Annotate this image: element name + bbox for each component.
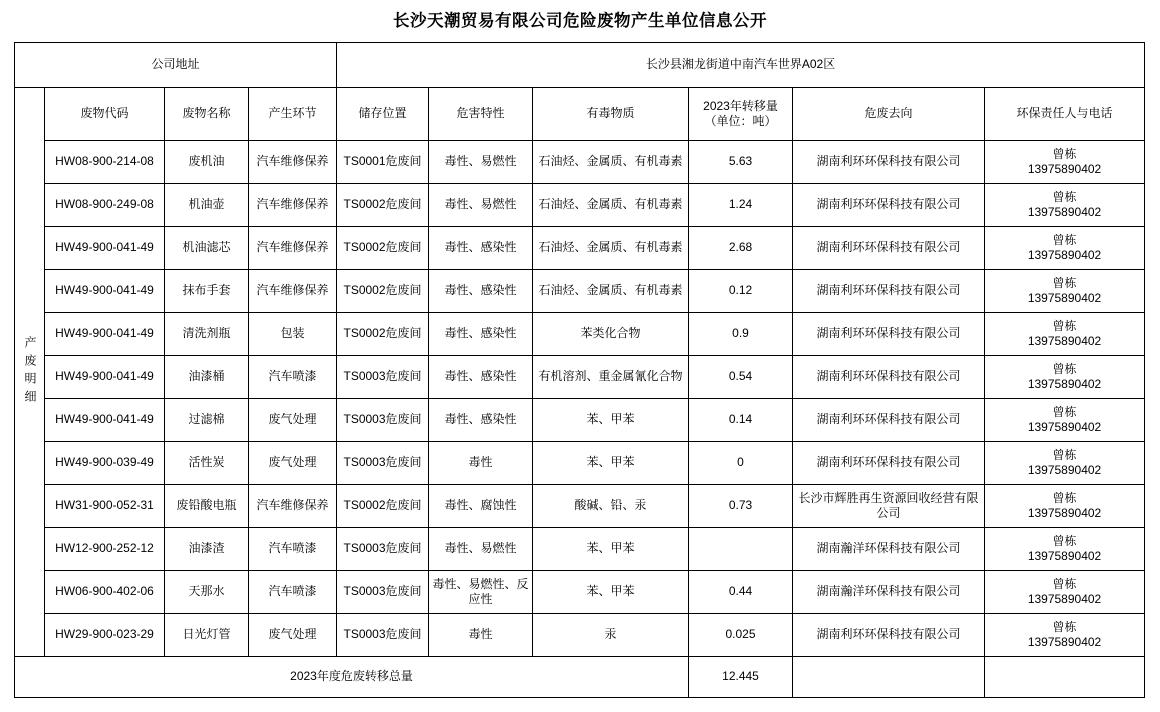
address-label: 公司地址 — [15, 42, 337, 87]
cell-responsible-person — [985, 570, 1145, 613]
cell-responsible-person — [985, 269, 1145, 312]
person-phone: 13975890402 — [1027, 290, 1102, 305]
cell-code: HW49-900-041-49 — [45, 398, 165, 441]
cell-amount: 5.63 — [689, 140, 793, 183]
person-phone: 13975890402 — [1027, 376, 1102, 391]
cell-name: 活性炭 — [165, 441, 249, 484]
cell-stage: 汽车喷漆 — [249, 527, 337, 570]
waste-disclosure-table — [14, 42, 1145, 698]
table-row — [15, 183, 1145, 226]
cell-stage: 废气处理 — [249, 398, 337, 441]
total-spacer-destination — [793, 656, 985, 697]
table-row — [15, 484, 1145, 527]
cell-destination: 湖南利环环保科技有限公司 — [793, 269, 985, 312]
cell-hazard: 毒性、感染性 — [429, 355, 533, 398]
cell-toxic: 石油烃、金属质、有机毒素 — [533, 226, 689, 269]
column-header-toxic: 有毒物质 — [533, 87, 689, 140]
column-header-name: 废物名称 — [165, 87, 249, 140]
cell-hazard: 毒性、易燃性、反应性 — [429, 570, 533, 613]
person-name: 曾栋 — [1052, 576, 1077, 591]
cell-toxic: 汞 — [533, 613, 689, 656]
cell-responsible-person — [985, 312, 1145, 355]
column-header-transfer-amount — [689, 87, 793, 140]
cell-name: 油漆桶 — [165, 355, 249, 398]
cell-code: HW49-900-039-49 — [45, 441, 165, 484]
column-header-code: 废物代码 — [45, 87, 165, 140]
column-header-hazard: 危害特性 — [429, 87, 533, 140]
cell-responsible-person — [985, 398, 1145, 441]
person-phone: 13975890402 — [1027, 548, 1102, 563]
cell-hazard: 毒性 — [429, 613, 533, 656]
person-name: 曾栋 — [1052, 189, 1077, 204]
cell-code: HW29-900-023-29 — [45, 613, 165, 656]
person-phone: 13975890402 — [1027, 419, 1102, 434]
cell-destination: 湖南瀚洋环保科技有限公司 — [793, 570, 985, 613]
cell-name: 天那水 — [165, 570, 249, 613]
cell-amount: 2.68 — [689, 226, 793, 269]
cell-stage: 汽车喷漆 — [249, 355, 337, 398]
cell-stage: 汽车维修保养 — [249, 183, 337, 226]
cell-storage: TS0002危废间 — [337, 183, 429, 226]
cell-code: HW49-900-041-49 — [45, 355, 165, 398]
person-name: 曾栋 — [1052, 146, 1077, 161]
cell-stage: 汽车喷漆 — [249, 570, 337, 613]
cell-hazard: 毒性、易燃性 — [429, 140, 533, 183]
person-phone: 13975890402 — [1027, 247, 1102, 262]
cell-amount: 0.14 — [689, 398, 793, 441]
table-row — [15, 355, 1145, 398]
cell-toxic: 石油烃、金属质、有机毒素 — [533, 140, 689, 183]
column-header-stage: 产生环节 — [249, 87, 337, 140]
cell-hazard: 毒性、感染性 — [429, 226, 533, 269]
table-row — [15, 312, 1145, 355]
total-spacer-person — [985, 656, 1145, 697]
cell-destination: 湖南利环环保科技有限公司 — [793, 613, 985, 656]
cell-storage: TS0002危废间 — [337, 269, 429, 312]
person-name: 曾栋 — [1052, 447, 1077, 462]
cell-toxic: 苯类化合物 — [533, 312, 689, 355]
cell-stage: 废气处理 — [249, 613, 337, 656]
person-name: 曾栋 — [1052, 275, 1077, 290]
page-title: 长沙天潮贸易有限公司危险废物产生单位信息公开 — [393, 12, 767, 30]
cell-destination: 湖南利环环保科技有限公司 — [793, 140, 985, 183]
table-row — [15, 226, 1145, 269]
person-name: 曾栋 — [1052, 361, 1077, 376]
cell-destination: 湖南利环环保科技有限公司 — [793, 441, 985, 484]
cell-stage: 汽车维修保养 — [249, 484, 337, 527]
total-value: 12.445 — [689, 656, 793, 697]
cell-hazard: 毒性、感染性 — [429, 269, 533, 312]
cell-toxic: 酸碱、铅、汞 — [533, 484, 689, 527]
person-phone: 13975890402 — [1027, 462, 1102, 477]
cell-name: 抹布手套 — [165, 269, 249, 312]
cell-hazard: 毒性、易燃性 — [429, 183, 533, 226]
cell-toxic: 苯、甲苯 — [533, 570, 689, 613]
cell-destination: 长沙市辉胜再生资源回收经营有限公司 — [793, 484, 985, 527]
cell-code: HW12-900-252-12 — [45, 527, 165, 570]
person-name: 曾栋 — [1052, 404, 1077, 419]
cell-amount: 0.54 — [689, 355, 793, 398]
cell-destination: 湖南利环环保科技有限公司 — [793, 398, 985, 441]
transfer-amount-line2: （单位：吨） — [704, 113, 777, 128]
cell-responsible-person — [985, 140, 1145, 183]
column-header-row — [15, 87, 1145, 140]
column-header-destination: 危废去向 — [793, 87, 985, 140]
cell-amount: 0.12 — [689, 269, 793, 312]
cell-amount: 0.73 — [689, 484, 793, 527]
cell-stage: 汽车维修保养 — [249, 269, 337, 312]
cell-name: 机油壶 — [165, 183, 249, 226]
cell-responsible-person — [985, 613, 1145, 656]
cell-responsible-person — [985, 441, 1145, 484]
total-label: 2023年度危废转移总量 — [15, 656, 689, 697]
cell-destination: 湖南瀚洋环保科技有限公司 — [793, 527, 985, 570]
cell-amount: 0.025 — [689, 613, 793, 656]
person-name: 曾栋 — [1052, 232, 1077, 247]
cell-hazard: 毒性、感染性 — [429, 312, 533, 355]
person-name: 曾栋 — [1052, 533, 1077, 548]
cell-name: 废铅酸电瓶 — [165, 484, 249, 527]
cell-stage: 废气处理 — [249, 441, 337, 484]
table-row — [15, 398, 1145, 441]
cell-code: HW08-900-249-08 — [45, 183, 165, 226]
cell-destination: 湖南利环环保科技有限公司 — [793, 355, 985, 398]
cell-responsible-person — [985, 355, 1145, 398]
person-phone: 13975890402 — [1027, 333, 1102, 348]
document-page — [0, 12, 1160, 712]
total-row — [15, 656, 1145, 697]
cell-toxic: 石油烃、金属质、有机毒素 — [533, 269, 689, 312]
cell-toxic: 石油烃、金属质、有机毒素 — [533, 183, 689, 226]
column-header-responsible-person: 环保责任人与电话 — [985, 87, 1145, 140]
cell-code: HW06-900-402-06 — [45, 570, 165, 613]
cell-name: 油漆渣 — [165, 527, 249, 570]
cell-name: 机油滤芯 — [165, 226, 249, 269]
cell-toxic: 有机溶剂、重金属氰化合物 — [533, 355, 689, 398]
cell-code: HW49-900-041-49 — [45, 226, 165, 269]
column-header-storage: 储存位置 — [337, 87, 429, 140]
cell-toxic: 苯、甲苯 — [533, 527, 689, 570]
cell-code: HW49-900-041-49 — [45, 269, 165, 312]
cell-stage: 包装 — [249, 312, 337, 355]
cell-amount: 0.9 — [689, 312, 793, 355]
transfer-amount-line1: 2023年转移量 — [703, 98, 778, 113]
cell-amount: 0 — [689, 441, 793, 484]
person-name: 曾栋 — [1052, 490, 1077, 505]
cell-toxic: 苯、甲苯 — [533, 398, 689, 441]
cell-amount: 1.24 — [689, 183, 793, 226]
cell-destination: 湖南利环环保科技有限公司 — [793, 312, 985, 355]
cell-storage: TS0003危废间 — [337, 527, 429, 570]
cell-name: 清洗剂瓶 — [165, 312, 249, 355]
person-phone: 13975890402 — [1027, 161, 1102, 176]
person-name: 曾栋 — [1052, 619, 1077, 634]
table-row — [15, 613, 1145, 656]
cell-storage: TS0002危废间 — [337, 484, 429, 527]
cell-storage: TS0001危废间 — [337, 140, 429, 183]
cell-destination: 湖南利环环保科技有限公司 — [793, 183, 985, 226]
address-value: 长沙县湘龙街道中南汽车世界A02区 — [337, 42, 1145, 87]
cell-responsible-person — [985, 226, 1145, 269]
cell-destination: 湖南利环环保科技有限公司 — [793, 226, 985, 269]
table-row — [15, 441, 1145, 484]
table-row — [15, 570, 1145, 613]
cell-storage: TS0002危废间 — [337, 312, 429, 355]
cell-storage: TS0003危废间 — [337, 570, 429, 613]
cell-responsible-person — [985, 484, 1145, 527]
person-name: 曾栋 — [1052, 318, 1077, 333]
cell-responsible-person — [985, 527, 1145, 570]
cell-hazard: 毒性、易燃性 — [429, 527, 533, 570]
person-phone: 13975890402 — [1027, 591, 1102, 606]
cell-amount — [689, 527, 793, 570]
cell-amount: 0.44 — [689, 570, 793, 613]
person-phone: 13975890402 — [1027, 634, 1102, 649]
cell-stage: 汽车维修保养 — [249, 140, 337, 183]
cell-code: HW08-900-214-08 — [45, 140, 165, 183]
person-phone: 13975890402 — [1027, 204, 1102, 219]
cell-toxic: 苯、甲苯 — [533, 441, 689, 484]
cell-name: 过滤棉 — [165, 398, 249, 441]
cell-hazard: 毒性、腐蚀性 — [429, 484, 533, 527]
person-phone: 13975890402 — [1027, 505, 1102, 520]
cell-name: 日光灯管 — [165, 613, 249, 656]
cell-storage: TS0002危废间 — [337, 226, 429, 269]
cell-name: 废机油 — [165, 140, 249, 183]
cell-storage: TS0003危废间 — [337, 441, 429, 484]
address-header-row — [15, 42, 1145, 87]
cell-hazard: 毒性 — [429, 441, 533, 484]
cell-storage: TS0003危废间 — [337, 355, 429, 398]
cell-stage: 汽车维修保养 — [249, 226, 337, 269]
table-row — [15, 269, 1145, 312]
cell-storage: TS0003危废间 — [337, 398, 429, 441]
cell-responsible-person — [985, 183, 1145, 226]
cell-storage: TS0003危废间 — [337, 613, 429, 656]
cell-hazard: 毒性、感染性 — [429, 398, 533, 441]
table-row — [15, 140, 1145, 183]
cell-code: HW31-900-052-31 — [45, 484, 165, 527]
cell-code: HW49-900-041-49 — [45, 312, 165, 355]
table-row — [15, 527, 1145, 570]
section-label-waste-detail: 产废明细 — [15, 87, 45, 656]
